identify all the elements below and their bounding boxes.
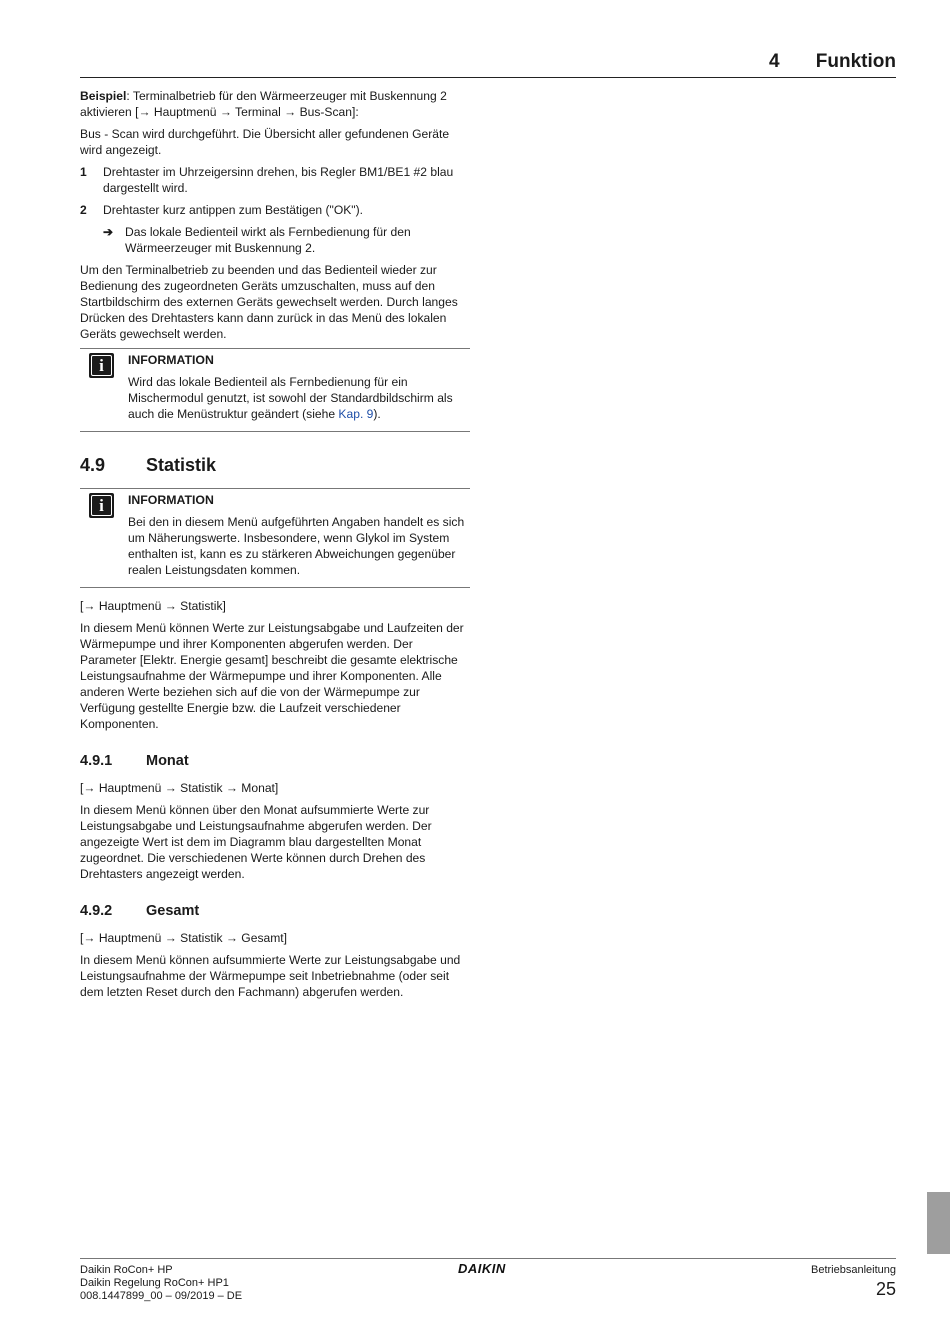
step-number: 2 — [80, 203, 87, 217]
step-item — [80, 202, 470, 218]
footer-doc-id: 008.1447899_00 – 09/2019 – DE — [80, 1290, 243, 1302]
chapter-number: 4 — [769, 51, 780, 72]
step-result — [80, 224, 470, 256]
step-number: 1 — [80, 165, 87, 179]
step-text: Drehtaster kurz antippen zum Bestätigen ("OK"). — [103, 203, 363, 217]
chapter-title: Funktion — [815, 51, 896, 72]
information-icon: i — [89, 353, 114, 378]
footer-product-line-2: Daikin Regelung RoCon+ HP1 — [80, 1277, 229, 1289]
menu-path-gesamt: [→ Hauptmenü → Statistik → Gesamt] — [80, 931, 288, 945]
gesamt-paragraph: In diesem Menü können aufsummierte Werte zur Leistungsabgabe und Leistungsaufnahme der Wärmepumpe seit Inbetriebnahme (oder seit dem letzten Reset durch den Fachmann) abgerufen werden. — [80, 953, 461, 999]
footer-product-info — [80, 1264, 242, 1303]
step-item — [80, 164, 470, 196]
page-number: 25 — [875, 1279, 896, 1299]
menu-path-statistik: [→ Hauptmenü → Statistik] — [80, 599, 226, 613]
footer-product-line-1: Daikin RoCon+ HP — [80, 1264, 173, 1276]
footer-right — [811, 1264, 896, 1299]
bus-scan-paragraph: Bus - Scan wird durchgeführt. Die Übersicht aller gefundenen Geräte wird angezeigt. — [80, 127, 450, 157]
page-header — [80, 47, 896, 78]
info-box-terminal — [80, 348, 470, 432]
info-heading: INFORMATION — [128, 353, 214, 367]
step-text: Drehtaster im Uhrzeigersinn drehen, bis Regler BM1/BE1 #2 blau dargestellt wird. — [103, 165, 454, 195]
info-text: Wird das lokale Bedienteil als Fernbedienung für ein Mischermodul genutzt, ist sowohl der Standardbildschirm als auch die Menüstruktur geändert (siehe Kap. 9). — [128, 375, 453, 421]
section-heading-monat: 4.9.1 Monat — [80, 753, 189, 769]
example-text: : Terminalbetrieb für den Wärmeerzeuger mit Buskennung 2 aktivieren [→ Hauptmenü → Terminal → Bus-Scan]: — [80, 89, 447, 119]
section-heading-gesamt: 4.9.2 Gesamt — [80, 903, 200, 919]
section-heading-statistik: 4.9 Statistik — [80, 455, 217, 475]
daikin-logo: DAIKIN — [458, 1261, 506, 1276]
information-icon: i — [89, 493, 114, 518]
chapter-9-link[interactable]: Kap. 9 — [338, 407, 374, 421]
example-label: Beispiel — [80, 89, 127, 103]
footer-doc-type: Betriebsanleitung — [810, 1264, 896, 1276]
info-text: Bei den in diesem Menü aufgeführten Angaben handelt es sich um Näherungswerte. Insbesondere, wenn Glykol im System enthalten ist, kann es zu stärkeren Abweichungen gegenüber realen Leistungsdaten kommen. — [128, 515, 465, 577]
example-paragraph — [80, 88, 470, 120]
main-column — [80, 88, 470, 1006]
info-box-statistik — [80, 488, 470, 588]
info-heading: INFORMATION — [128, 493, 214, 507]
statistik-paragraph: In diesem Menü können Werte zur Leistungsabgabe und Laufzeiten der Wärmepumpe und ihrer Komponenten abgerufen werden. Der Parameter [Elektr. Energie gesamt] beschreibt die gesamte elektrische Leistungsaufnahme der Wärmepumpe und ihrer Komponenten. Alle anderen Werte beziehen sich auf die von der Wärmepumpe zur Verfügung gestellte Energie bzw. die Laufzeit verschiedener Komponenten. — [80, 621, 464, 731]
page-footer — [80, 1258, 896, 1302]
terminal-end-paragraph: Um den Terminalbetrieb zu beenden und das Bedienteil wieder zur Bedienung des zugeordneten Geräts umzuschalten, muss auf den Startbildschirm des externen Geräts gewechselt werden. Durch langes Drücken des Drehtasters kann dann zurück in das Menü des lokalen Geräts gewechselt werden. — [80, 263, 458, 341]
result-text: Das lokale Bedienteil wirkt als Fernbedienung für den Wärmeerzeuger mit Buskennung 2. — [125, 225, 411, 255]
monat-paragraph: In diesem Menü können über den Monat aufsummierte Werte zur Leistungsabgabe und Leistungsaufnahme abgerufen werden. Der angezeigte Wert ist dem im Diagramm blau dargestellten Monat zugeordnet. Die verschiedenen Werte können durch Drehen des Drehtasters angezeigt werden. — [80, 803, 432, 881]
menu-path-monat: [→ Hauptmenü → Statistik → Monat] — [80, 781, 279, 795]
chapter-side-tab — [927, 1192, 950, 1254]
result-arrow-icon: ➔ — [103, 225, 114, 239]
